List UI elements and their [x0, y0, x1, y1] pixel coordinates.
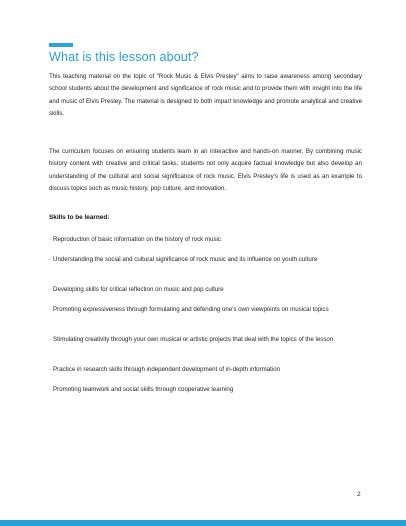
bullet-marker: - — [49, 386, 52, 393]
skill-text: Understanding the social and cultural significance of rock music and its influence on youth culture — [53, 256, 318, 263]
skill-item — [49, 234, 362, 246]
skill-text: Promoting teamwork and social skills through cooperative learning — [53, 386, 234, 393]
skill-text: Reproduction of basic information on the history of rock music — [53, 236, 221, 243]
skill-item — [49, 334, 362, 346]
bullet-marker: - — [49, 336, 52, 343]
skill-text: Practice in research skills through independent development of in-depth information — [53, 366, 281, 373]
skill-item — [49, 304, 362, 316]
bullet-marker: - — [49, 286, 52, 293]
bullet-marker: - — [49, 256, 52, 263]
skill-text: Promoting expressiveness through formulating and defending one's own viewpoints on musical topics — [53, 306, 329, 313]
skill-text: Developing skills for critical reflection on music and pop culture — [53, 286, 224, 293]
bullet-marker: - — [49, 366, 52, 373]
skill-item — [49, 254, 362, 266]
skill-item — [49, 384, 362, 396]
curriculum-paragraph: The curriculum focuses on ensuring students learn in an interactive and hands-on manner. By combining music history content with creative and critical tasks, students not only acquire factual knowledge but also develop an understanding of the cultural and social significance of rock music. Elvis Presley's life is used as an example to discuss topics such as music history, pop culture, and innovation. — [49, 148, 362, 192]
page-number: 2 — [357, 491, 361, 498]
title-accent-bar — [49, 43, 73, 47]
skill-item — [49, 364, 362, 376]
skill-item — [49, 284, 362, 296]
page-title: What is this lesson about? — [49, 50, 199, 64]
skill-text: Stimulating creativity through your own musical or artistic projects that deal with the topics of the lesson — [53, 336, 334, 343]
bullet-marker: - — [49, 306, 52, 313]
bullet-marker: - — [49, 236, 52, 243]
skills-heading: Skills to be learned: — [49, 214, 110, 221]
intro-paragraph: This teaching material on the topic of "Rock Music & Elvis Presley" aims to raise awareness among secondary school students about the development and significance of rock music and to provide them with insight into the life and music of Elvis Presley. The material is designed to both impart knowledge and promote analytical and creative skills. — [49, 73, 362, 117]
footer-accent-line — [0, 520, 406, 526]
